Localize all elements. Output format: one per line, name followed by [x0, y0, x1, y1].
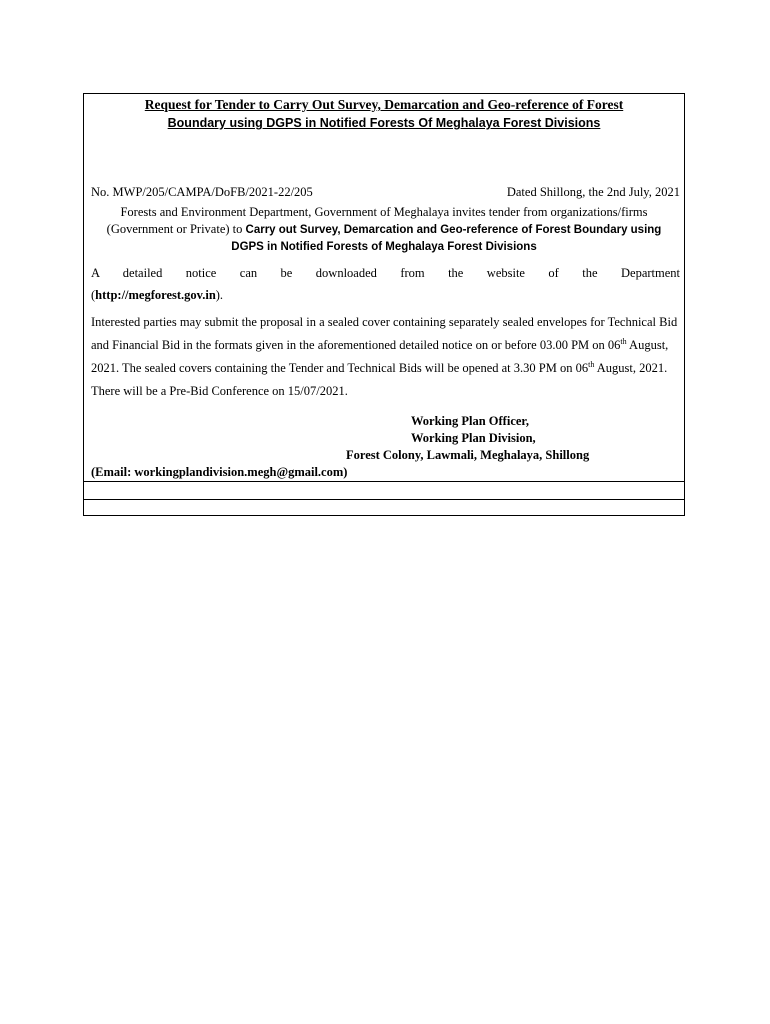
intro-paragraph	[92, 204, 676, 256]
tender-notice-box	[83, 93, 685, 516]
website-link[interactable]: http://megforest.gov.in	[95, 288, 216, 302]
contact-email[interactable]: (Email: workingplandivision.megh@gmail.com)	[91, 465, 348, 479]
intro-text: Forests and Environment Department, Government of Meghalaya invites tender from organizations/firms (Government or Private) to	[106, 205, 648, 236]
notice-title-line-1: Request for Tender to Carry Out Survey, Demarcation and Geo-reference of Forest	[144, 97, 624, 112]
notice-title-line-2: Boundary using DGPS in Notified Forests Of Meghalaya Forest Divisions	[167, 116, 601, 130]
ordinal-suffix-2: th	[588, 359, 595, 369]
signatory-title: Working Plan Officer,	[411, 414, 529, 428]
submission-paragraph	[91, 311, 680, 403]
link-open-paren: (	[91, 288, 96, 302]
reference-number: No. MWP/205/CAMPA/DoFB/2021-22/205	[91, 185, 313, 199]
signatory-address: Forest Colony, Lawmali, Meghalaya, Shillong	[346, 448, 590, 462]
submission-text-a: Interested parties may submit the proposal in a sealed cover containing separately sealed envelopes for Technical Bid and Financial Bid in the formats given in the aforementioned detailed notice on or before 03.00 PM on 06	[91, 315, 678, 352]
ordinal-suffix-1: th	[620, 336, 627, 346]
intro-bold-text: Carry out Survey, Demarcation and Geo-reference of Forest Boundary using DGPS in Notified Forests of Meghalaya Forest Divisions	[231, 223, 662, 253]
notice-date: Dated Shillong, the 2nd July, 2021	[506, 185, 680, 199]
download-paragraph-line: A detailed notice can be downloaded from the website of the Department	[91, 266, 680, 280]
table-divider-2	[84, 499, 684, 500]
submission-text-c: August, 2021. There will be a Pre-Bid Conference on 15/07/2021.	[91, 361, 668, 398]
download-paragraph	[91, 262, 680, 306]
signatory-division: Working Plan Division,	[411, 431, 536, 445]
link-close-paren: ).	[215, 288, 224, 302]
table-divider-1	[84, 481, 684, 482]
submission-text-b: August, 2021. The sealed covers containing the Tender and Technical Bids will be opened at 3.30 PM on 06	[91, 338, 669, 375]
